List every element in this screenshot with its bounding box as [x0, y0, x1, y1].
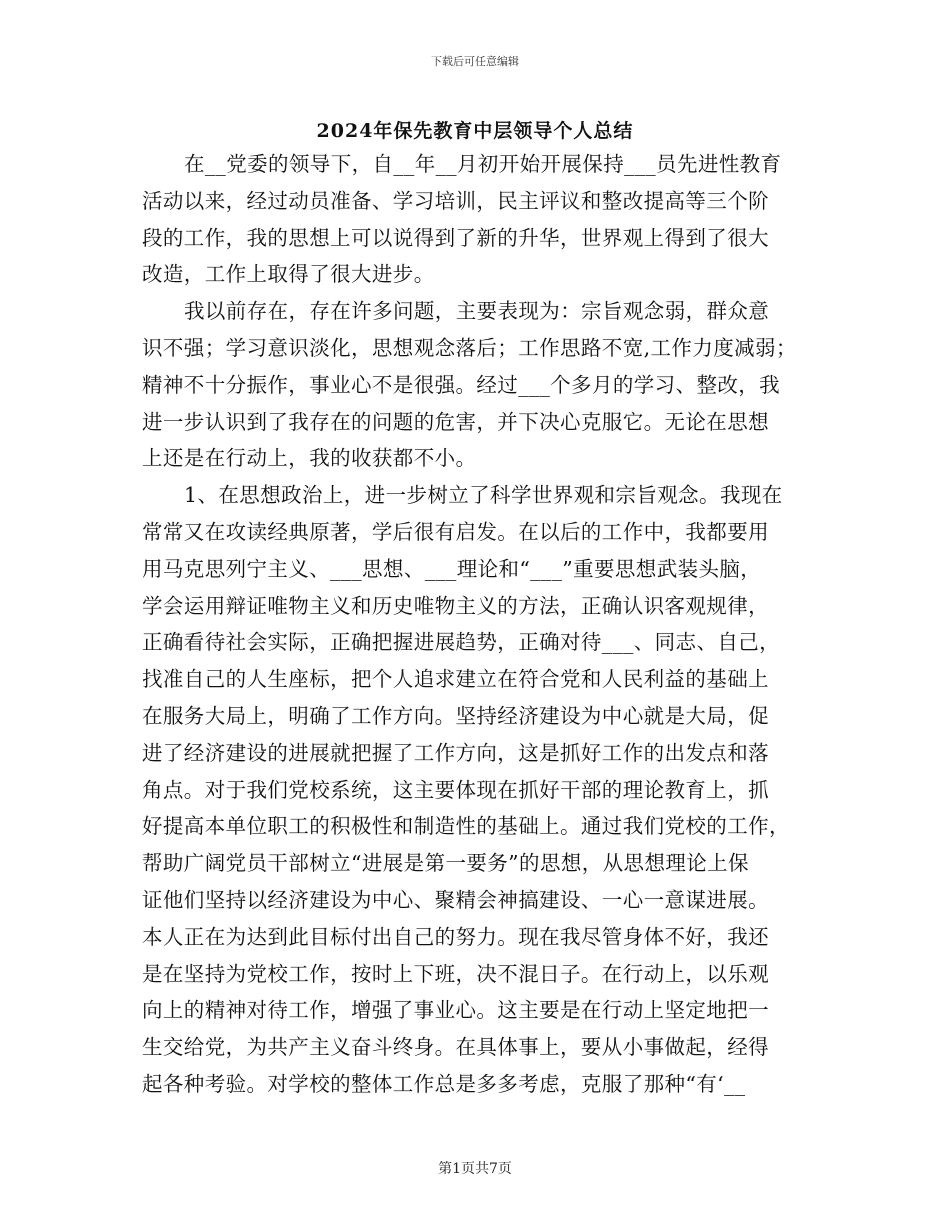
body-line: 起各种考验。对学校的整体工作总是多多考虑，克服了那种“有‘__	[142, 1071, 746, 1096]
body-line: 生交给党，为共产主义奋斗终身。在具体事上，要从小事做起，经得	[142, 1035, 769, 1060]
body-line: 向上的精神对待工作，增强了事业心。这主要是在行动上坚定地把一	[142, 998, 769, 1023]
body-line: 正确看待社会实际，正确把握进展趋势，正确对待___、同志、自己，	[142, 630, 781, 655]
body-line: 在__党委的领导下，自__年__月初开始开展保持___员先进性教育	[184, 152, 782, 176]
body-line: 在服务大局上，明确了工作方向。坚持经济建设为中心就是大局，促	[142, 703, 769, 728]
body-line: 识不强；学习意识淡化，思想观念落后；工作思路不宽,工作力度减弱；	[142, 335, 797, 360]
body-line: 我以前存在，存在许多问题，主要表现为：宗旨观念弱，群众意	[184, 299, 770, 324]
body-line: 改造，工作上取得了很大进步。	[142, 262, 435, 287]
body-line: 是在坚持为党校工作，按时上下班，决不混日子。在行动上，以乐观	[142, 961, 769, 986]
body-line: 角点。对于我们党校系统，这主要体现在抓好干部的理论教育上，抓	[142, 777, 769, 802]
body-line: 证他们坚持以经济建设为中心、聚精会神搞建设、一心一意谋进展。	[142, 887, 769, 912]
body-line: 上还是在行动上，我的收获都不小。	[142, 446, 477, 471]
body-line: 常常又在攻读经典原著，学后很有启发。在以后的工作中，我都要用	[142, 519, 769, 544]
body-line: 进了经济建设的进展就把握了工作方向，这是抓好工作的出发点和落	[142, 740, 769, 765]
page-footer: 第1页共7页	[438, 1161, 512, 1177]
body-line: 进一步认识到了我存在的问题的危害，并下决心克服它。无论在思想	[142, 409, 769, 434]
body-line: 学会运用辩证唯物主义和历史唯物主义的方法，正确认识客观规律，	[142, 593, 769, 618]
body-line: 找准自己的人生座标，把个人追求建立在符合党和人民利益的基础上	[142, 667, 769, 692]
body-line: 活动以来，经过动员准备、学习培训，民主评议和整改提高等三个阶	[142, 188, 769, 213]
body-line: 段的工作，我的思想上可以说得到了新的升华，世界观上得到了很大	[142, 225, 769, 250]
body-line: 本人正在为达到此目标付出自己的努力。现在我尽管身体不好，我还	[142, 924, 769, 949]
header-note: 下载后可任意编辑	[431, 55, 519, 68]
document-title: 2024年保先教育中层领导个人总结	[316, 120, 634, 142]
body-line: 好提高本单位职工的积极性和制造性的基础上。通过我们党校的工作，	[142, 814, 790, 839]
body-line: 帮助广阔党员干部树立“进展是第一要务”的思想，从思想理论上保	[142, 851, 749, 876]
document-body	[142, 146, 808, 1103]
body-line: 1、在思想政治上，进一步树立了科学世界观和宗旨观念。我现在	[184, 483, 783, 508]
body-line: 用马克思列宁主义、___思想、___理论和“___”重要思想武装头脑，	[142, 556, 762, 581]
body-line: 精神不十分振作，事业心不是很强。经过___个多月的学习、整改，我	[142, 372, 781, 397]
